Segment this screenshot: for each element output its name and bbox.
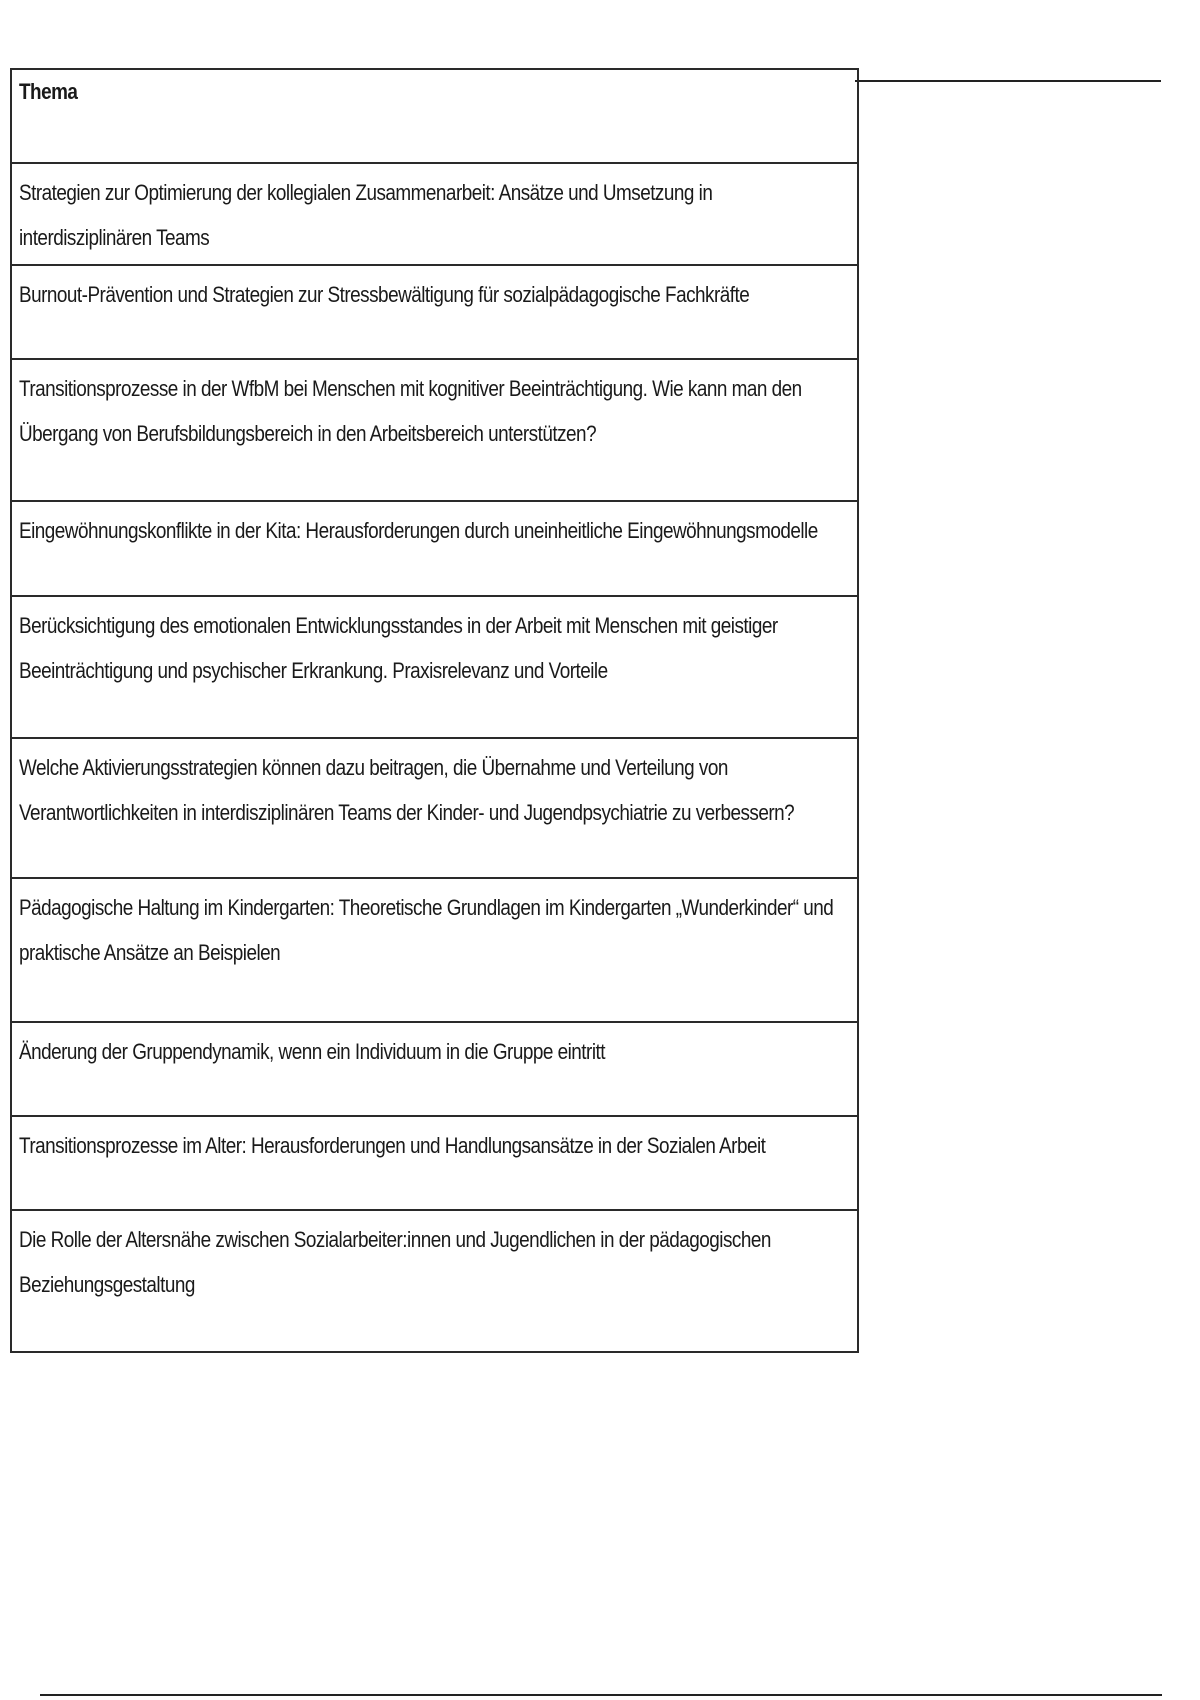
topic-text: Welche Aktivierungsstrategien können dazu beitragen, die Übernahme und Verteilung von Verantwortlichkeiten in interdisziplinären Teams der Kinder- und Jugendpsychiatrie zu verbessern? (19, 755, 795, 825)
topic-cell (11, 1116, 858, 1210)
topic-cell (11, 359, 858, 501)
topic-text: Die Rolle der Altersnähe zwischen Sozialarbeiter:innen und Jugendlichen in der pädagogischen Beziehungsgestaltung (19, 1227, 771, 1297)
table-header-row (11, 69, 858, 163)
topic-text: Burnout-Prävention und Strategien zur Stressbewältigung für sozialpädagogische Fachkräfte (19, 282, 750, 307)
header-cell (11, 69, 858, 163)
topic-text: Transitionsprozesse in der WfbM bei Menschen mit kognitiver Beeinträchtigung. Wie kann man den Übergang von Berufsbildungsbereich in den Arbeitsbereich unterstützen? (19, 376, 802, 446)
table-row (11, 596, 858, 738)
table-row (11, 163, 858, 265)
table-row (11, 501, 858, 596)
table-row (11, 738, 858, 878)
topic-cell (11, 738, 858, 878)
topic-text: Transitionsprozesse im Alter: Herausforderungen und Handlungsansätze in der Sozialen Arbeit (19, 1133, 766, 1158)
table-row (11, 1116, 858, 1210)
header-label: Thema (19, 79, 78, 104)
topics-table (10, 68, 859, 1353)
topic-cell (11, 501, 858, 596)
table-row (11, 1210, 858, 1352)
topic-text: Änderung der Gruppendynamik, wenn ein Individuum in die Gruppe eintritt (19, 1039, 605, 1064)
topic-text: Strategien zur Optimierung der kollegialen Zusammenarbeit: Ansätze und Umsetzung in interdisziplinären Teams (19, 180, 713, 250)
topic-cell (11, 163, 858, 265)
topic-cell (11, 878, 858, 1022)
topic-text: Pädagogische Haltung im Kindergarten: Theoretische Grundlagen im Kindergarten „Wunderkinder“ und praktische Ansätze an Beispielen (19, 895, 834, 965)
top-horizontal-rule (855, 80, 1161, 82)
topic-cell (11, 1022, 858, 1116)
table-row (11, 878, 858, 1022)
table-row (11, 359, 858, 501)
topic-cell (11, 265, 858, 359)
topic-cell (11, 596, 858, 738)
table-row (11, 1022, 858, 1116)
topic-text: Berücksichtigung des emotionalen Entwicklungsstandes in der Arbeit mit Menschen mit geistiger Beeinträchtigung und psychischer Erkrankung. Praxisrelevanz und Vorteile (19, 613, 778, 683)
bottom-horizontal-rule (40, 1694, 1162, 1696)
topic-text: Eingewöhnungskonflikte in der Kita: Herausforderungen durch uneinheitliche Eingewöhnungsmodelle (19, 518, 818, 543)
table-row (11, 265, 858, 359)
topic-cell (11, 1210, 858, 1352)
